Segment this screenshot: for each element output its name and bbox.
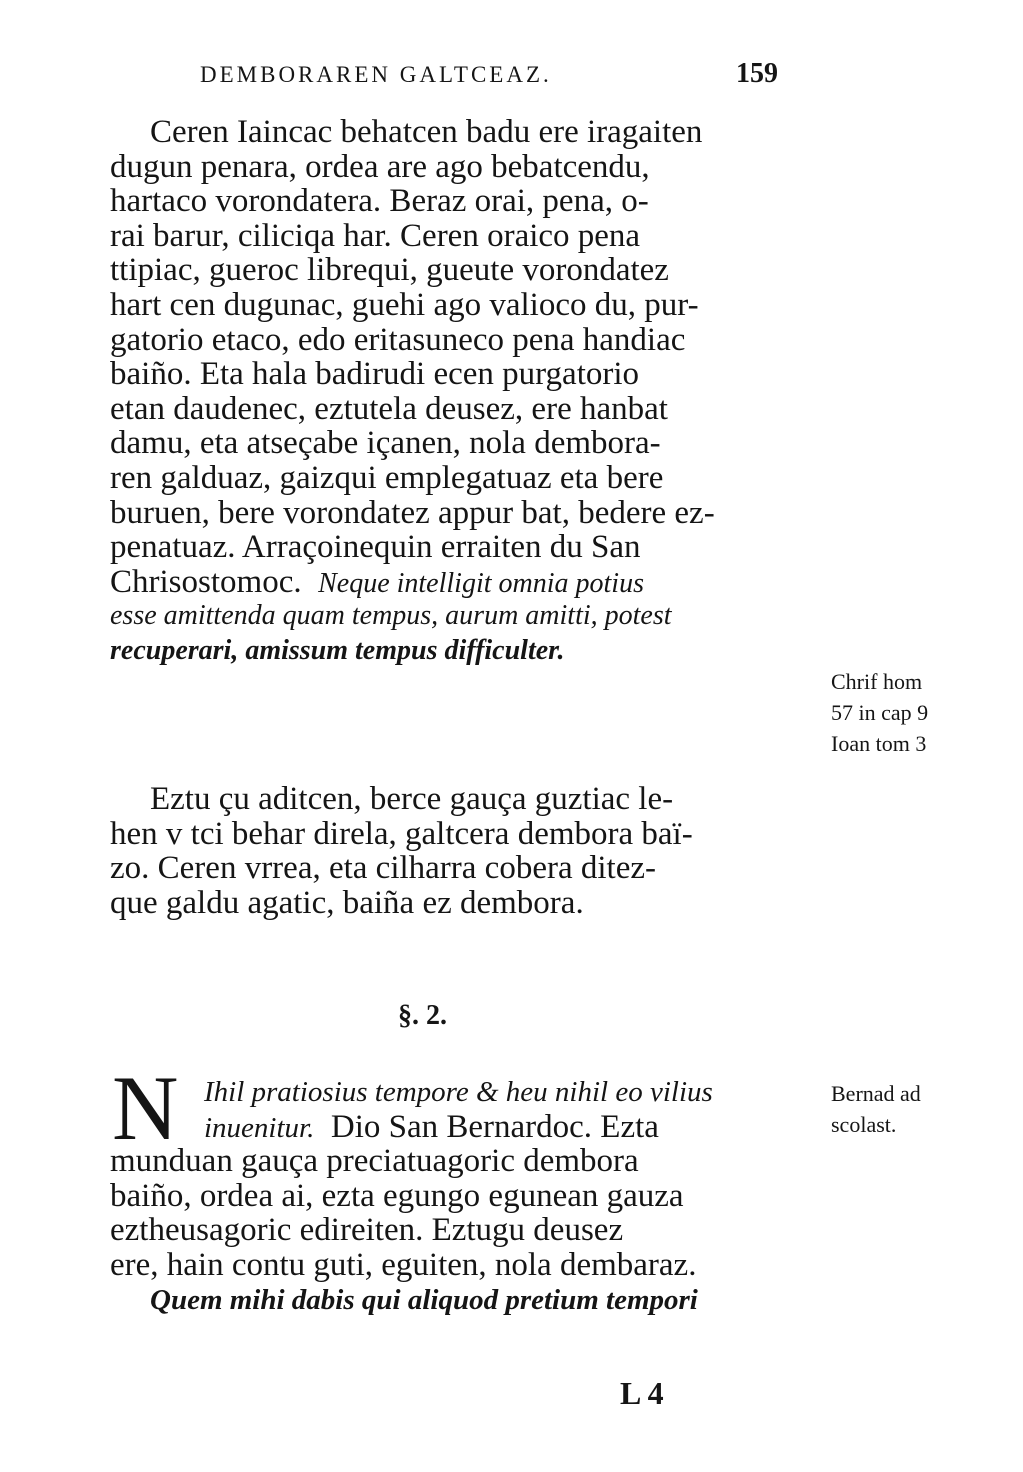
text-line-with-latin [110,565,822,600]
section-mark: §. 2. [398,1000,447,1031]
text-line: baiño. Eta hala badirudi ecen purgatorio [110,356,640,393]
text-line: damu, eta atseçabe içanen, nola dembora- [110,425,661,462]
text-line: Eztu çu aditcen, berce gauça guztiac le- [150,781,674,817]
text-line: hart cen dugunac, guehi ago valioco du, pur- [110,286,699,323]
text-segment: Chrisostomoc. [110,563,302,600]
margin-note-line: 57 in cap 9 [831,700,929,725]
text-line-with-latin [110,1110,822,1145]
text-line: zo. Ceren vrrea, eta cilharra cobera ditez- [110,850,656,887]
paragraph-1 [110,115,822,669]
margin-note-line: Chrif hom [831,669,923,694]
margin-note-line: scolast. [831,1112,897,1137]
latin-quote-line: Ihil pratiosius tempore & heu nihil eo vilius [204,1076,713,1108]
latin-quote-segment: Neque intelligit omnia potius [318,567,644,599]
text-line: munduan gauça preciatuagoric dembora [110,1143,639,1180]
text-line: que galdu agatic, baiña ez dembora. [110,884,584,921]
page-number: 159 [736,58,778,89]
signature-mark: L 4 [620,1375,664,1411]
margin-note-chrisostom [831,666,1016,759]
paragraph-2 [110,782,822,920]
text-line: ttipiac, gueroc librequi, gueute vorondatez [110,252,669,289]
text-line: hen v tci behar direla, galtcera dembora baï- [110,815,693,852]
paragraph-3 [110,1075,822,1317]
text-segment: Dio San Bernardoc. Ezta [330,1108,659,1145]
text-line: etan daudenec, eztutela deusez, ere hanbat [110,390,668,427]
text-line: rai barur, ciliciqa har. Ceren oraico pena [110,217,641,254]
latin-quote-line: esse amittenda quam tempus, aurum amitti, potest [110,600,672,632]
margin-note-line: Ioan tom 3 [831,731,927,756]
running-head: DEMBORAREN GALTCEAZ. [200,62,552,87]
latin-quote-line: recuperari, amissum tempus difficulter. [110,634,565,666]
text-line: eztheusagoric edireiten. Eztugu deusez [110,1212,624,1249]
text-line: gatorio etaco, edo eritasuneco pena handiac [110,321,686,358]
text-line: penatuaz. Arraçoinequin erraiten du San [110,529,641,566]
text-line: ren galduaz, gaizqui emplegatuaz eta bere [110,459,664,496]
text-line: Ceren Iaincac behatcen badu ere iragaiten [150,114,703,150]
text-line: ere, hain contu guti, eguiten, nola dembaraz. [110,1246,697,1283]
margin-note-bernard [831,1078,1016,1140]
drop-cap: N [112,1057,179,1159]
text-line: dugun penara, ordea are ago bebatcendu, [110,148,650,185]
margin-note-line: Bernad ad [831,1081,921,1106]
text-line: hartaco vorondatera. Beraz orai, pena, o- [110,183,649,220]
latin-quote-segment: inuenitur. [204,1111,315,1144]
text-line: buruen, bere vorondatez appur bat, bedere ez- [110,494,715,531]
latin-quote-line: Quem mihi dabis qui aliquod pretium tempori [150,1283,698,1316]
text-line: baiño, ordea ai, ezta egungo egunean gauza [110,1177,684,1214]
